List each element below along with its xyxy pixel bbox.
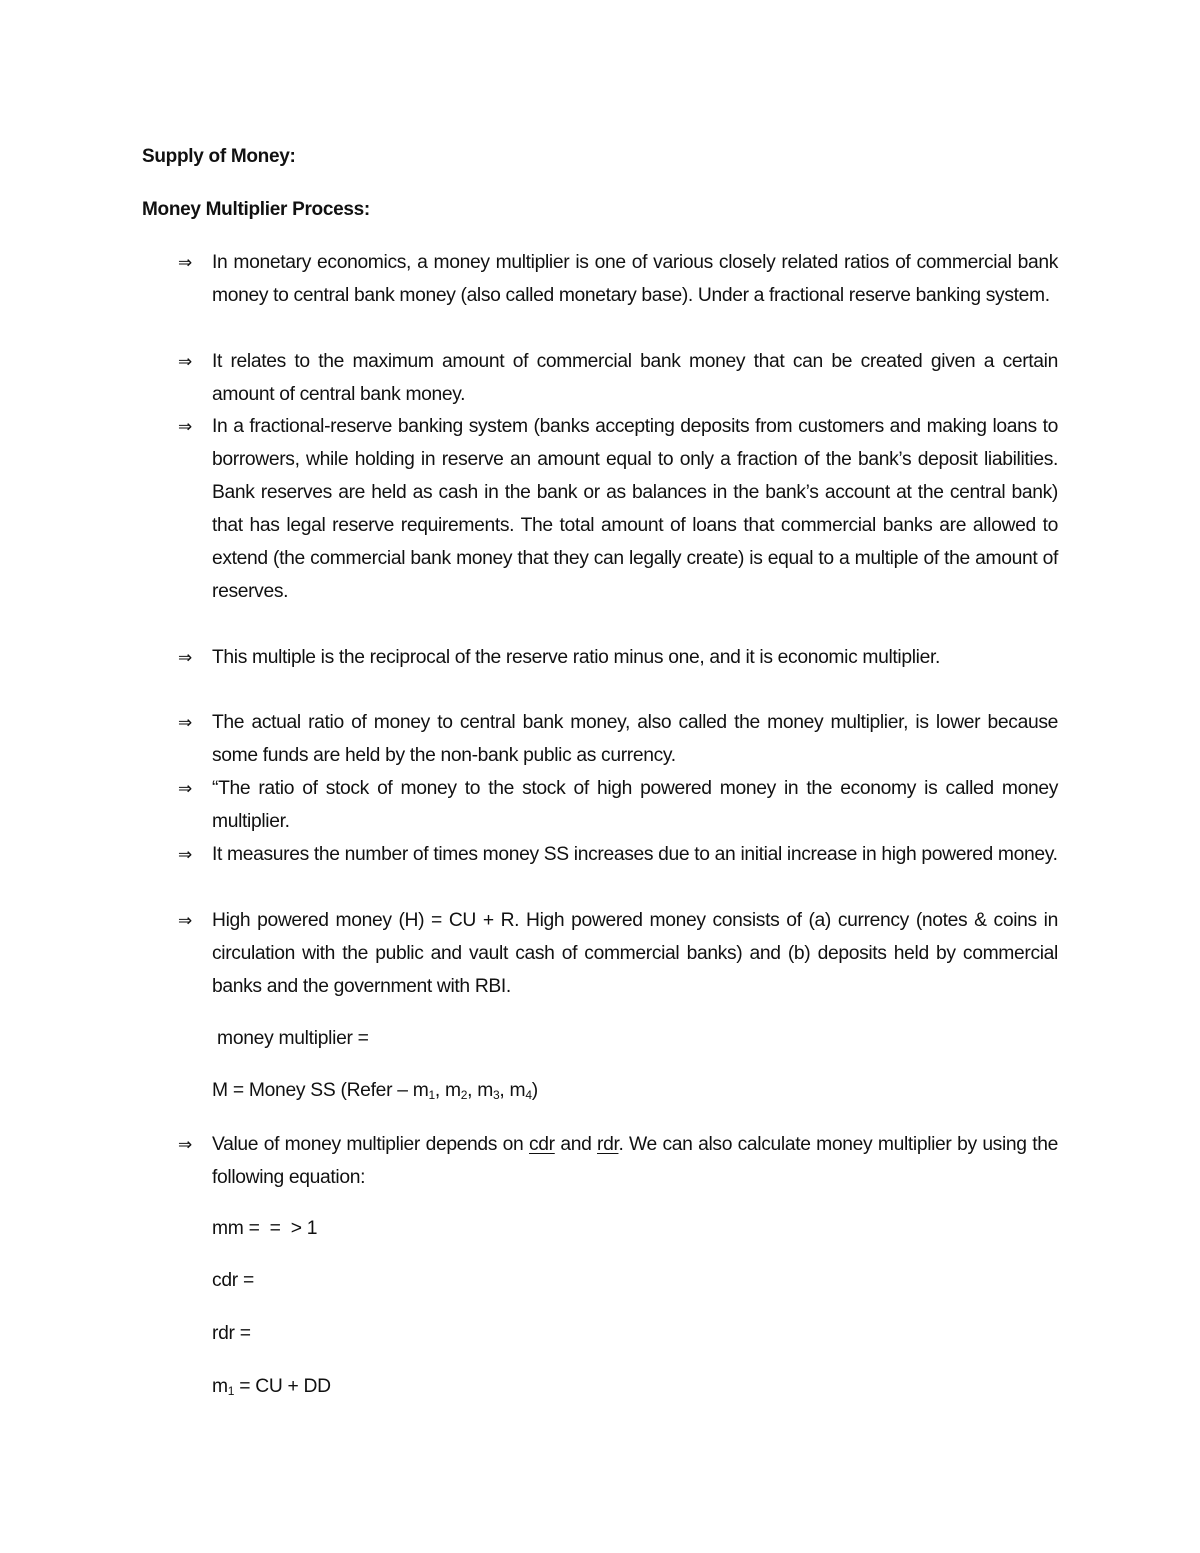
- list-item-text: In a fractional-reserve banking system (banks accepting deposits from customers and making loans to borrowers, while holding in reserve an amount equal to only a fraction of the bank’s deposit liabilities. Bank reserves are held as cash in the bank or as balances in the bank’s account at the central bank) that has legal reserve requirements. The total amount of loans that commercial banks are allowed to extend (the commercial bank money that they can legally create) is equal to a multiple of the amount of reserves.: [212, 416, 1058, 602]
- arrow-icon: ⇒: [178, 648, 193, 667]
- section-heading: Money Multiplier Process:: [142, 199, 370, 220]
- arrow-icon: ⇒: [178, 845, 193, 864]
- money-supply-formula: M = Money SS (Refer – $m_1$, $m_2$, $m_3$, $m_4$): [212, 1080, 538, 1102]
- list-item: [178, 706, 1058, 772]
- list-item-text: It measures the number of times money SS increases due to an initial increase in high powered money.: [212, 844, 1058, 865]
- list-item-text: Value of money multiplier depends on cdr and rdr. We can also calculate money multiplier by using the following equation:: [212, 1134, 1058, 1188]
- cdr-term: cdr: [529, 1134, 555, 1155]
- list-item: [178, 641, 1058, 674]
- arrow-icon: ⇒: [178, 911, 193, 930]
- list-item-text: This multiple is the reciprocal of the reserve ratio minus one, and it is economic multiplier.: [212, 647, 940, 668]
- rdr-term: rdr: [597, 1134, 619, 1155]
- arrow-icon: ⇒: [178, 352, 193, 371]
- document-title: Supply of Money:: [142, 146, 296, 167]
- arrow-icon: ⇒: [178, 253, 193, 272]
- list-item: [178, 345, 1058, 411]
- list-item-text: It relates to the maximum amount of commercial bank money that can be created given a certain amount of central bank money.: [212, 351, 1058, 405]
- list-item-text: High powered money (H) = CU + R. High powered money consists of (a) currency (notes & coins in circulation with the public and vault cash of commercial banks) and (b) deposits held by commercial banks and the government with RBI.: [212, 910, 1058, 997]
- list-item-text: In monetary economics, a money multiplier is one of various closely related ratios of commercial bank money to central bank money (also called monetary base). Under a fractional reserve banking system.: [212, 252, 1058, 306]
- list-item-text: The actual ratio of money to central bank money, also called the money multiplier, is lower because some funds are held by the non-bank public as currency.: [212, 712, 1058, 766]
- list-item-text: “The ratio of stock of money to the stock of high powered money in the economy is called money multiplier.: [212, 778, 1058, 832]
- arrow-icon: ⇒: [178, 779, 193, 798]
- list-item: [178, 246, 1058, 312]
- rdr-formula: rdr =: [212, 1323, 251, 1344]
- arrow-icon: ⇒: [178, 1135, 193, 1154]
- arrow-icon: ⇒: [178, 417, 193, 436]
- list-item: [178, 1128, 1058, 1194]
- cdr-formula: cdr =: [212, 1270, 254, 1291]
- m1-formula: $m_1$ = CU + DD: [212, 1376, 331, 1398]
- arrow-icon: ⇒: [178, 713, 193, 732]
- list-item: [178, 838, 1058, 871]
- mm-formula: mm = = > 1: [212, 1218, 318, 1239]
- money-multiplier-formula: money multiplier =: [212, 1028, 369, 1049]
- list-item: [178, 772, 1058, 838]
- list-item: [178, 904, 1058, 1003]
- list-item: [178, 410, 1058, 608]
